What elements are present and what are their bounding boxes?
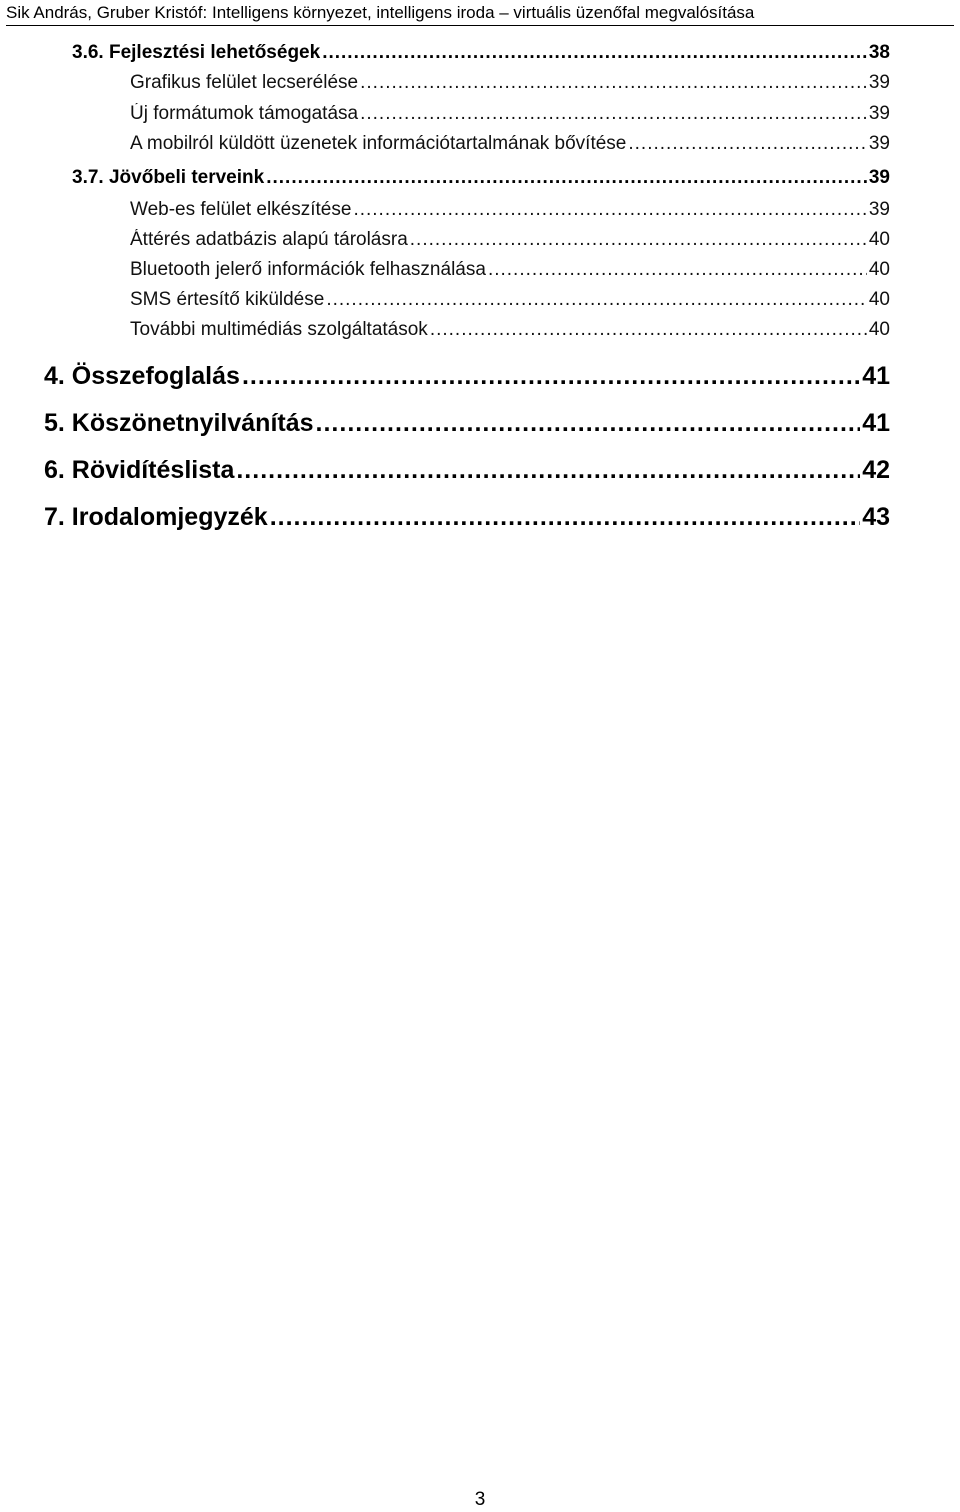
toc-entry-page: 39 <box>868 103 890 124</box>
toc-entry-page: 41 <box>862 409 890 437</box>
toc-entry-adatbazis[interactable] <box>130 229 890 251</box>
toc-entry-title: 3.6. Fejlesztési lehetőségek <box>72 42 321 63</box>
running-header: Sik András, Gruber Kristóf: Intelligens környezet, intelligens iroda – virtuális üzenőfal megvalósítása <box>6 3 954 26</box>
toc-entry-title: Áttérés adatbázis alapú tárolásra <box>130 229 408 250</box>
toc-entry-title: További multimédiás szolgáltatások <box>130 319 428 340</box>
toc-entry-title: 7. Irodalomjegyzék <box>44 503 268 531</box>
toc-entry-page: 39 <box>868 72 890 93</box>
toc-entry-title: Bluetooth jelerő információk felhasználása <box>130 259 486 280</box>
toc-entry-koszonetnyilvanitas[interactable] <box>44 409 890 438</box>
toc-entry-roviditeslista[interactable] <box>44 456 890 485</box>
toc-entry-title: A mobilról küldött üzenetek információtartalmának bővítése <box>130 133 627 154</box>
toc-entry-title: 4. Összefoglalás <box>44 362 240 390</box>
toc-entry-page: 40 <box>868 259 890 280</box>
toc-entry-page: 40 <box>868 289 890 310</box>
toc-entry-page: 43 <box>862 503 890 531</box>
toc-entry-page: 40 <box>868 319 890 340</box>
toc-entry-sms[interactable] <box>130 289 890 311</box>
toc-entry-title: Web-es felület elkészítése <box>130 199 352 220</box>
toc-entry-page: 40 <box>868 229 890 250</box>
toc-entry-mobil-uzenetek[interactable] <box>130 133 890 155</box>
toc-entry-3-6[interactable] <box>72 42 890 64</box>
toc-entry-osszefoglalas[interactable] <box>44 362 890 391</box>
toc-entry-irodalomjegyzek[interactable] <box>44 503 890 532</box>
page-number: 3 <box>474 1489 486 1510</box>
toc-entry-title: 6. Rövidítéslista <box>44 456 235 484</box>
toc-entry-page: 41 <box>862 362 890 390</box>
toc-entry-title: Grafikus felület lecserélése <box>130 72 359 93</box>
toc-entry-grafikus-felulet[interactable] <box>130 72 890 94</box>
toc-entry-title: SMS értesítő kiküldése <box>130 289 325 310</box>
toc-entry-multimedia[interactable] <box>130 319 890 341</box>
toc-entry-title: 3.7. Jövőbeli terveink <box>72 167 265 188</box>
toc-entry-uj-formatumok[interactable] <box>130 103 890 125</box>
toc-entry-page: 39 <box>868 167 890 188</box>
toc-entry-title: 5. Köszönetnyilvánítás <box>44 409 314 437</box>
toc-entry-page: 39 <box>868 133 890 154</box>
toc-entry-title: Új formátumok támogatása <box>130 103 359 124</box>
toc-entry-webes-felulet[interactable] <box>130 199 890 221</box>
toc-entry-page: 39 <box>868 199 890 220</box>
toc-entry-page: 42 <box>862 456 890 484</box>
toc-entry-3-7[interactable] <box>72 167 890 189</box>
toc-entry-page: 38 <box>868 42 890 63</box>
toc-entry-bluetooth[interactable] <box>130 259 890 281</box>
